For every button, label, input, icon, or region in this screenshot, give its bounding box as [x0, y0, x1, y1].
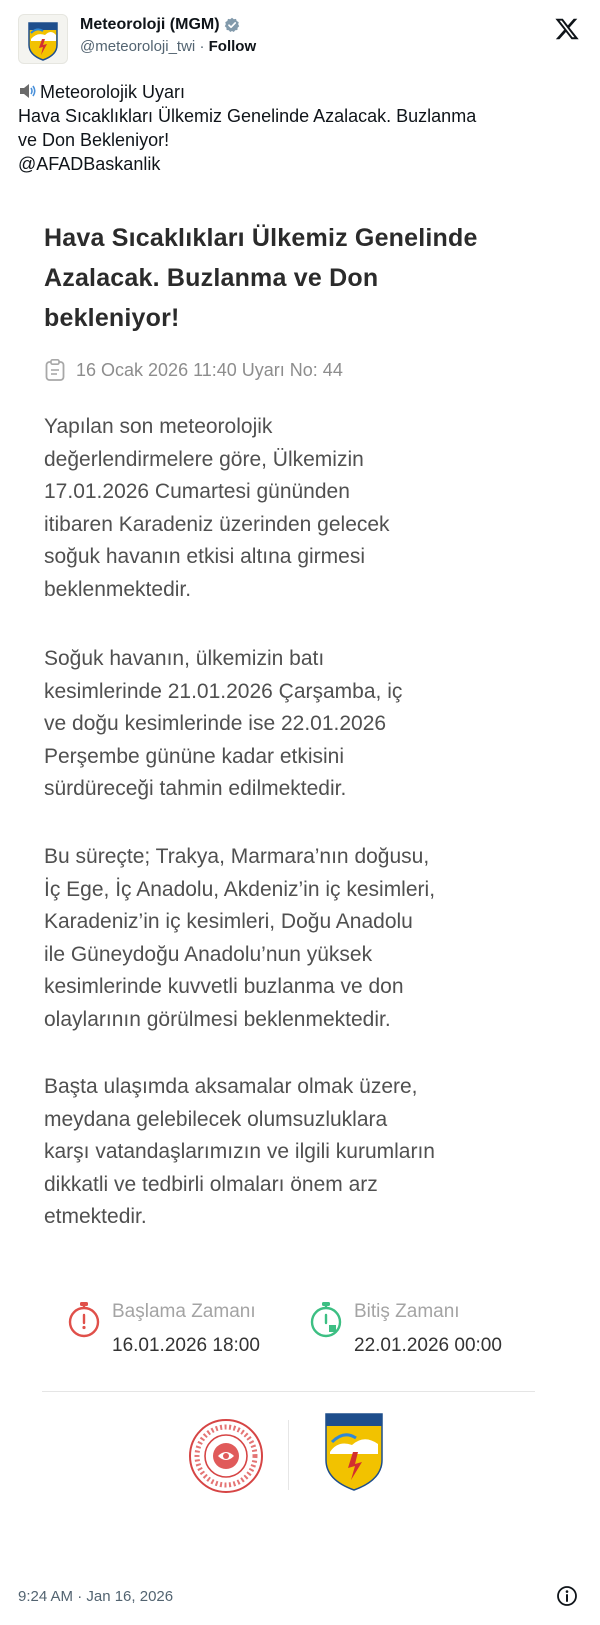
ministry-seal-icon: [188, 1418, 264, 1494]
end-time-value: 22.01.2026 00:00: [354, 1335, 502, 1356]
paragraph-line: değerlendirmelere göre, Ülkemizin: [44, 447, 364, 471]
tweet-line-2: Hava Sıcaklıkları Ülkemiz Genelinde Azalacak. Buzlanma: [18, 106, 477, 126]
paragraph-line: Perşembe gününe kadar etkisini: [44, 744, 345, 768]
start-time-label: Başlama Zamanı: [112, 1301, 256, 1322]
follow-button[interactable]: Follow: [208, 38, 257, 55]
paragraph-line: Karadeniz’in iç kesimleri, Doğu Anadolu: [44, 910, 413, 933]
card-paragraph-3: [44, 841, 564, 1036]
paragraph-line: ile Güneydoğu Anadolu’nun yüksek: [44, 942, 373, 966]
verified-badge-icon: [224, 17, 240, 33]
start-time-value: 16.01.2026 18:00: [112, 1335, 260, 1356]
card-title-line: Hava Sıcaklıkları Ülkemiz Genelinde: [44, 224, 478, 252]
paragraph-line: meydana gelebilecek olumsuzluklara: [44, 1107, 388, 1131]
end-time: [308, 1299, 502, 1361]
user-handle[interactable]: @meteoroloji_twi: [80, 38, 196, 55]
paragraph-line: karşı vatandaşlarımızın ve ilgili kurumların: [44, 1140, 435, 1163]
tweet-line-text: Meteorolojik Uyarı: [40, 82, 186, 102]
paragraph-line: kesimlerinde kuvvetli buzlanma ve don: [44, 975, 404, 998]
card-title-line: Azalacak. Buzlanma ve Don: [44, 264, 379, 292]
stopwatch-start-icon: [66, 1299, 102, 1339]
paragraph-line: soğuk havanın etkisi altına girmesi: [44, 545, 365, 568]
display-name[interactable]: Meteoroloji (MGM): [80, 16, 220, 33]
paragraph-line: Başta ulaşımda aksamalar olmak üzere,: [44, 1075, 418, 1098]
paragraph-line: sürdüreceği tahmin edilmektedir.: [44, 777, 347, 800]
tweet-timestamp[interactable]: 9:24 AM · Jan 16, 2026: [18, 1588, 174, 1605]
tweet-header: [16, 12, 584, 62]
paragraph-line: 17.01.2026 Cumartesi gününden: [44, 480, 350, 503]
mgm-logo-icon: [322, 1410, 386, 1494]
tweet-line-3: ve Don Bekleniyor!: [18, 130, 170, 150]
paragraph-line: Yapılan son meteorolojik: [44, 415, 273, 438]
card-paragraph-2: [44, 643, 564, 806]
logo-separator: [288, 1420, 289, 1490]
warning-card-image[interactable]: [16, 196, 584, 1576]
paragraph-line: dikkatli ve tedbirli olmaları önem arz: [44, 1172, 378, 1196]
card-divider: [42, 1391, 535, 1392]
handle-separator: ·: [195, 38, 209, 55]
clipboard-icon: [44, 358, 66, 382]
paragraph-line: Bu süreçte; Trakya, Marmara’nın doğusu,: [44, 845, 430, 868]
x-logo-icon[interactable]: [554, 16, 580, 42]
tweet-line-1: [18, 80, 583, 104]
tweet-mention[interactable]: @AFADBaskanlik: [18, 154, 161, 174]
card-paragraph-4: [44, 1071, 564, 1234]
paragraph-line: kesimlerinde 21.01.2026 Çarşamba, iç: [44, 679, 403, 703]
paragraph-line: beklenmektedir.: [44, 577, 192, 601]
paragraph-line: Soğuk havanın, ülkemizin batı: [44, 647, 325, 670]
end-time-label: Bitiş Zamanı: [354, 1301, 460, 1322]
card-title: [44, 218, 564, 338]
paragraph-line: İç Ege, İç Anadolu, Akdeniz’in iç kesimleri,: [44, 877, 436, 901]
speaker-icon: [18, 82, 38, 100]
avatar[interactable]: [18, 14, 68, 64]
tweet-text: [18, 80, 583, 176]
card-title-line: bekleniyor!: [44, 304, 180, 332]
paragraph-line: ve doğu kesimlerinde ise 22.01.2026: [44, 712, 387, 735]
card-paragraph-1: [44, 411, 564, 606]
card-meta-text: 16 Ocak 2026 11:40 Uyarı No: 44: [76, 359, 343, 380]
card-logos: [16, 1406, 584, 1506]
mgm-logo-icon: [19, 15, 67, 63]
paragraph-line: etmektedir.: [44, 1205, 147, 1228]
start-time: [66, 1299, 260, 1361]
paragraph-line: olaylarının görülmesi beklenmektedir.: [44, 1007, 391, 1031]
info-icon[interactable]: [556, 1585, 578, 1607]
stopwatch-end-icon: [308, 1299, 344, 1339]
paragraph-line: itibaren Karadeniz üzerinden gelecek: [44, 512, 390, 536]
card-meta: [44, 358, 343, 382]
